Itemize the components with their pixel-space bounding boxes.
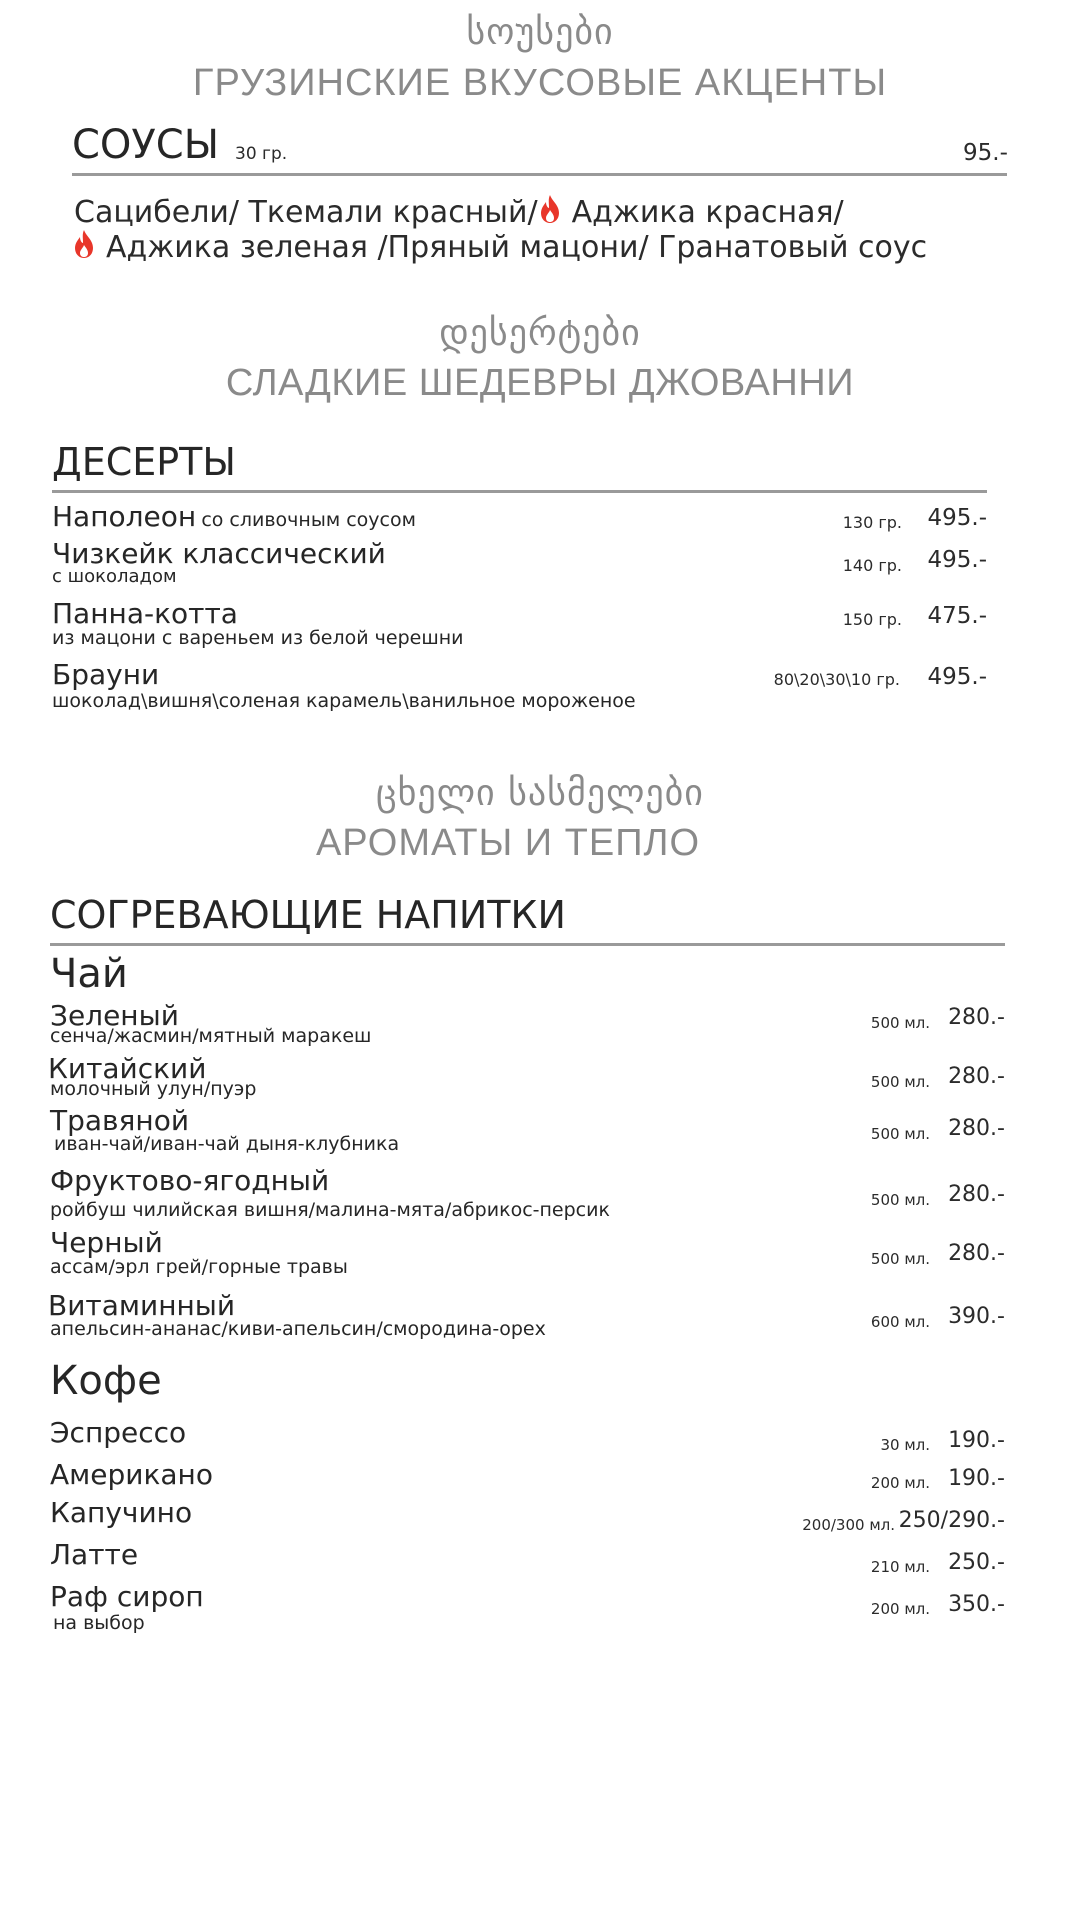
tea-desc: иван-чай/иван-чай дыня-клубника <box>54 1133 400 1155</box>
desserts-divider <box>52 490 987 493</box>
coffee-name: Раф сироп <box>50 1580 204 1613</box>
fire-icon <box>538 194 562 232</box>
dessert-inline-desc: со сливочным соусом <box>201 509 416 531</box>
drinks-divider <box>50 943 1005 946</box>
tea-volume: 500 мл. <box>870 1073 930 1091</box>
dessert-name: Наполеон <box>52 500 197 533</box>
tea-name: Травяной <box>50 1104 190 1137</box>
drinks-subtitle: АРОМАТЫ И ТЕПЛО <box>315 822 701 864</box>
coffee-volume: 200/300 мл. <box>802 1516 895 1534</box>
dessert-price: 495.- <box>927 547 987 573</box>
coffee-volume: 200 мл. <box>870 1600 930 1618</box>
desserts-subtitle: СЛАДКИЕ ШЕДЕВРЫ ДЖОВАННИ <box>225 362 855 404</box>
tea-price: 280.- <box>948 1064 1005 1089</box>
coffee-volume: 210 мл. <box>870 1558 930 1576</box>
tea-volume: 600 мл. <box>870 1313 930 1331</box>
tea-desc: апельсин-ананас/киви-апельсин/смородина-орех <box>50 1318 546 1340</box>
drinks-category-title: СОГРЕВАЮЩИЕ НАПИТКИ <box>50 893 566 937</box>
sauces-price: 95.- <box>963 140 1008 166</box>
tea-price: 390.- <box>948 1304 1005 1329</box>
tea-volume: 500 мл. <box>870 1125 930 1143</box>
sauces-line1-text-b: Аджика красная/ <box>571 195 844 230</box>
coffee-price: 190.- <box>948 1428 1005 1453</box>
dessert-name: Чизкейк классический <box>52 537 386 570</box>
coffee-volume: 200 мл. <box>870 1474 930 1492</box>
coffee-group-title: Кофе <box>50 1358 162 1404</box>
coffee-price: 250.- <box>948 1550 1005 1575</box>
fire-icon <box>72 229 96 267</box>
sauces-list-line-2 <box>72 229 927 267</box>
coffee-desc: на выбор <box>53 1612 145 1634</box>
dessert-name: Панна-котта <box>52 597 238 630</box>
tea-name: Фруктово-ягодный <box>50 1164 330 1197</box>
tea-name: Витаминный <box>48 1289 236 1322</box>
dessert-item <box>52 500 416 533</box>
dessert-price: 495.- <box>927 505 987 531</box>
coffee-price: 190.- <box>948 1466 1005 1491</box>
dessert-weight: 140 гр. <box>842 556 902 575</box>
tea-name: Зеленый <box>50 999 179 1032</box>
coffee-name: Американо <box>50 1458 213 1491</box>
dessert-desc: шоколад\вишня\соленая карамель\ванильное мороженое <box>52 690 636 712</box>
coffee-volume: 30 мл. <box>880 1436 930 1454</box>
tea-volume: 500 мл. <box>870 1250 930 1268</box>
sauces-line2-text: Аджика зеленая /Пряный мацони/ Гранатовый соус <box>106 230 928 265</box>
tea-price: 280.- <box>948 1182 1005 1207</box>
tea-desc: молочный улун/пуэр <box>50 1078 257 1100</box>
dessert-weight: 130 гр. <box>842 513 902 532</box>
coffee-price: 250/290.- <box>898 1508 1005 1533</box>
desserts-georgian-title: დესერტები <box>439 313 641 354</box>
dessert-name: Брауни <box>52 658 160 691</box>
tea-volume: 500 мл. <box>870 1014 930 1032</box>
coffee-name: Латте <box>50 1538 139 1571</box>
dessert-weight: 80\20\30\10 гр. <box>773 670 900 689</box>
tea-name: Черный <box>50 1226 163 1259</box>
tea-name: Китайский <box>48 1052 207 1085</box>
sauces-subtitle: ГРУЗИНСКИЕ ВКУСОВЫЕ АКЦЕНТЫ <box>192 62 888 104</box>
tea-volume: 500 мл. <box>870 1191 930 1209</box>
coffee-name: Эспрессо <box>50 1416 187 1449</box>
tea-desc: сенча/жасмин/мятный маракеш <box>50 1025 372 1047</box>
sauces-list-line-1 <box>74 194 844 232</box>
coffee-name: Капучино <box>50 1496 193 1529</box>
tea-desc: ассам/эрл грей/горные травы <box>50 1256 348 1278</box>
tea-price: 280.- <box>948 1116 1005 1141</box>
dessert-desc: с шоколадом <box>52 566 177 587</box>
tea-price: 280.- <box>948 1005 1005 1030</box>
tea-group-title: Чай <box>50 951 128 997</box>
tea-price: 280.- <box>948 1241 1005 1266</box>
sauces-weight: 30 гр. <box>235 144 288 164</box>
sauces-georgian-title: სოუსები <box>466 12 614 53</box>
dessert-price: 475.- <box>927 603 987 629</box>
dessert-desc: из мацони с вареньем из белой черешни <box>52 627 464 649</box>
drinks-georgian-title: ცხელი სასმელები <box>376 773 704 814</box>
coffee-price: 350.- <box>948 1592 1005 1617</box>
desserts-category-title: ДЕСЕРТЫ <box>52 440 236 484</box>
sauces-divider <box>72 173 1007 176</box>
sauces-line1-text: Сацибели/ Ткемали красный/ <box>74 195 538 230</box>
tea-desc: ройбуш чилийская вишня/малина-мята/абрикос-персик <box>50 1199 610 1221</box>
dessert-price: 495.- <box>927 664 987 690</box>
dessert-weight: 150 гр. <box>842 610 902 629</box>
sauces-category-title: СОУСЫ <box>72 122 220 168</box>
